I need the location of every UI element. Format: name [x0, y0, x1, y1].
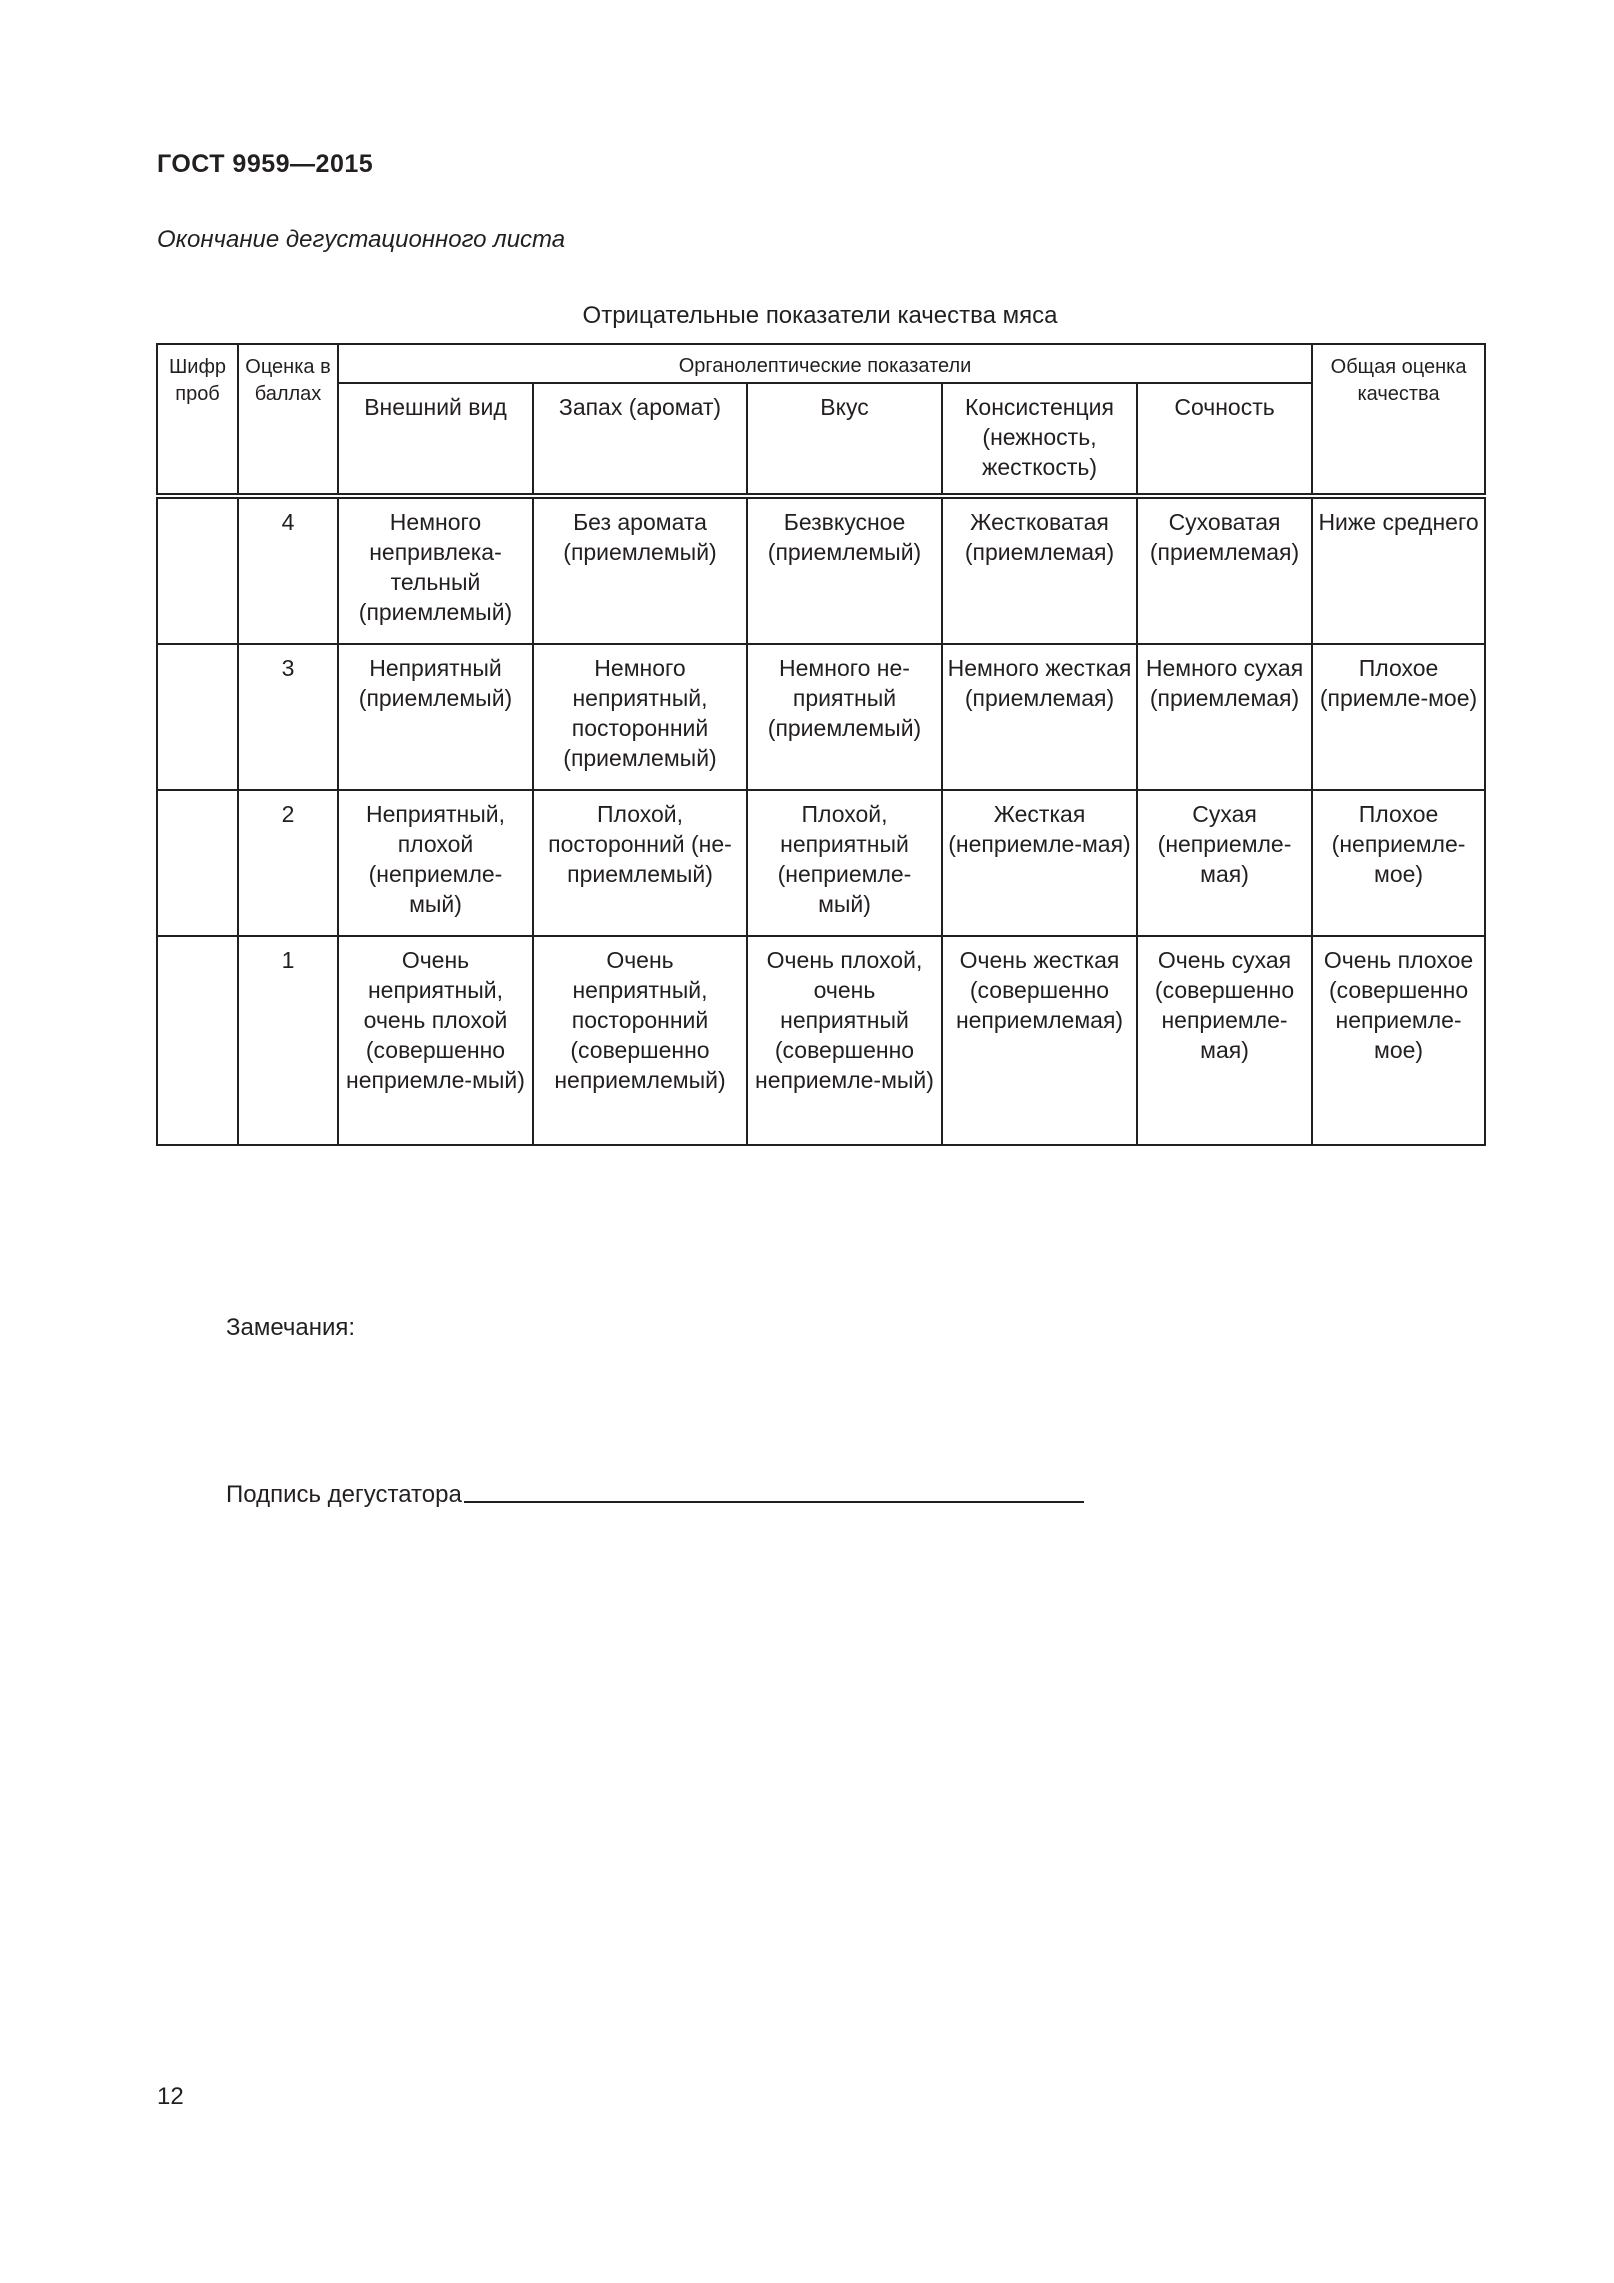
consistency-cell: Жесткая (неприемле-мая): [942, 790, 1137, 936]
appearance-cell: Неприятный, плохой (неприемле-мый): [338, 790, 533, 936]
table-row: [157, 790, 1485, 936]
table-row: [157, 496, 1485, 644]
juiciness-cell: Немного сухая (приемлемая): [1137, 644, 1312, 790]
header-organoleptic-group: Органолептические показатели: [338, 344, 1312, 383]
signature-block: [226, 1481, 1084, 1509]
header-juiciness: Сочность: [1137, 383, 1312, 496]
header-appearance: Внешний вид: [338, 383, 533, 496]
taste-cell: Безвкусное (приемлемый): [747, 496, 942, 644]
juiciness-cell: Суховатая (приемлемая): [1137, 496, 1312, 644]
header-smell: Запах (аромат): [533, 383, 747, 496]
sample-code-cell[interactable]: [157, 790, 238, 936]
taste-cell: Очень плохой, очень неприятный (совершенно неприемле-мый): [747, 936, 942, 1145]
taste-cell: Немного не-приятный (приемлемый): [747, 644, 942, 790]
header-taste: Вкус: [747, 383, 942, 496]
sheet-subtitle: Окончание дегустационного листа: [157, 226, 566, 253]
consistency-cell: Немного жесткая (приемлемая): [942, 644, 1137, 790]
page-number: 12: [157, 2083, 184, 2110]
score-cell: 3: [238, 644, 338, 790]
consistency-cell: Жестковатая (приемлемая): [942, 496, 1137, 644]
overall-cell: Плохое (приемле-мое): [1312, 644, 1485, 790]
remarks-label: Замечания:: [226, 1314, 356, 1341]
table-caption: Отрицательные показатели качества мяса: [582, 302, 1058, 329]
sample-code-cell[interactable]: [157, 496, 238, 644]
smell-cell: Плохой, посторонний (не-приемлемый): [533, 790, 747, 936]
negative-quality-table: [156, 343, 1486, 1146]
juiciness-cell: Очень сухая (совершенно неприемле-мая): [1137, 936, 1312, 1145]
appearance-cell: Немного непривлека-тельный (приемлемый): [338, 496, 533, 644]
juiciness-cell: Сухая (неприемле-мая): [1137, 790, 1312, 936]
signature-line[interactable]: [464, 1501, 1084, 1503]
score-cell: 2: [238, 790, 338, 936]
header-overall: Общая оценка качества: [1312, 344, 1485, 496]
overall-cell: Плохое (неприемле-мое): [1312, 790, 1485, 936]
header-consistency: Консистенция (нежность, жесткость): [942, 383, 1137, 496]
table-row: [157, 936, 1485, 1145]
header-score: Оценка в баллах: [238, 344, 338, 496]
overall-cell: Очень плохое (совершенно неприемле-мое): [1312, 936, 1485, 1145]
overall-cell: Ниже среднего: [1312, 496, 1485, 644]
smell-cell: Очень неприятный, посторонний (совершенно неприемлемый): [533, 936, 747, 1145]
document-code: ГОСТ 9959—2015: [157, 150, 374, 178]
header-sample-code: Шифр проб: [157, 344, 238, 496]
smell-cell: Немного неприятный, посторонний (приемлемый): [533, 644, 747, 790]
table-row: [157, 644, 1485, 790]
consistency-cell: Очень жесткая (совершенно неприемлемая): [942, 936, 1137, 1145]
appearance-cell: Очень неприятный, очень плохой (совершенно неприемле-мый): [338, 936, 533, 1145]
taste-cell: Плохой, неприятный (неприемле-мый): [747, 790, 942, 936]
appearance-cell: Неприятный (приемлемый): [338, 644, 533, 790]
signature-label: Подпись дегустатора: [226, 1481, 462, 1508]
sample-code-cell[interactable]: [157, 644, 238, 790]
smell-cell: Без аромата (приемлемый): [533, 496, 747, 644]
score-cell: 4: [238, 496, 338, 644]
sample-code-cell[interactable]: [157, 936, 238, 1145]
score-cell: 1: [238, 936, 338, 1145]
